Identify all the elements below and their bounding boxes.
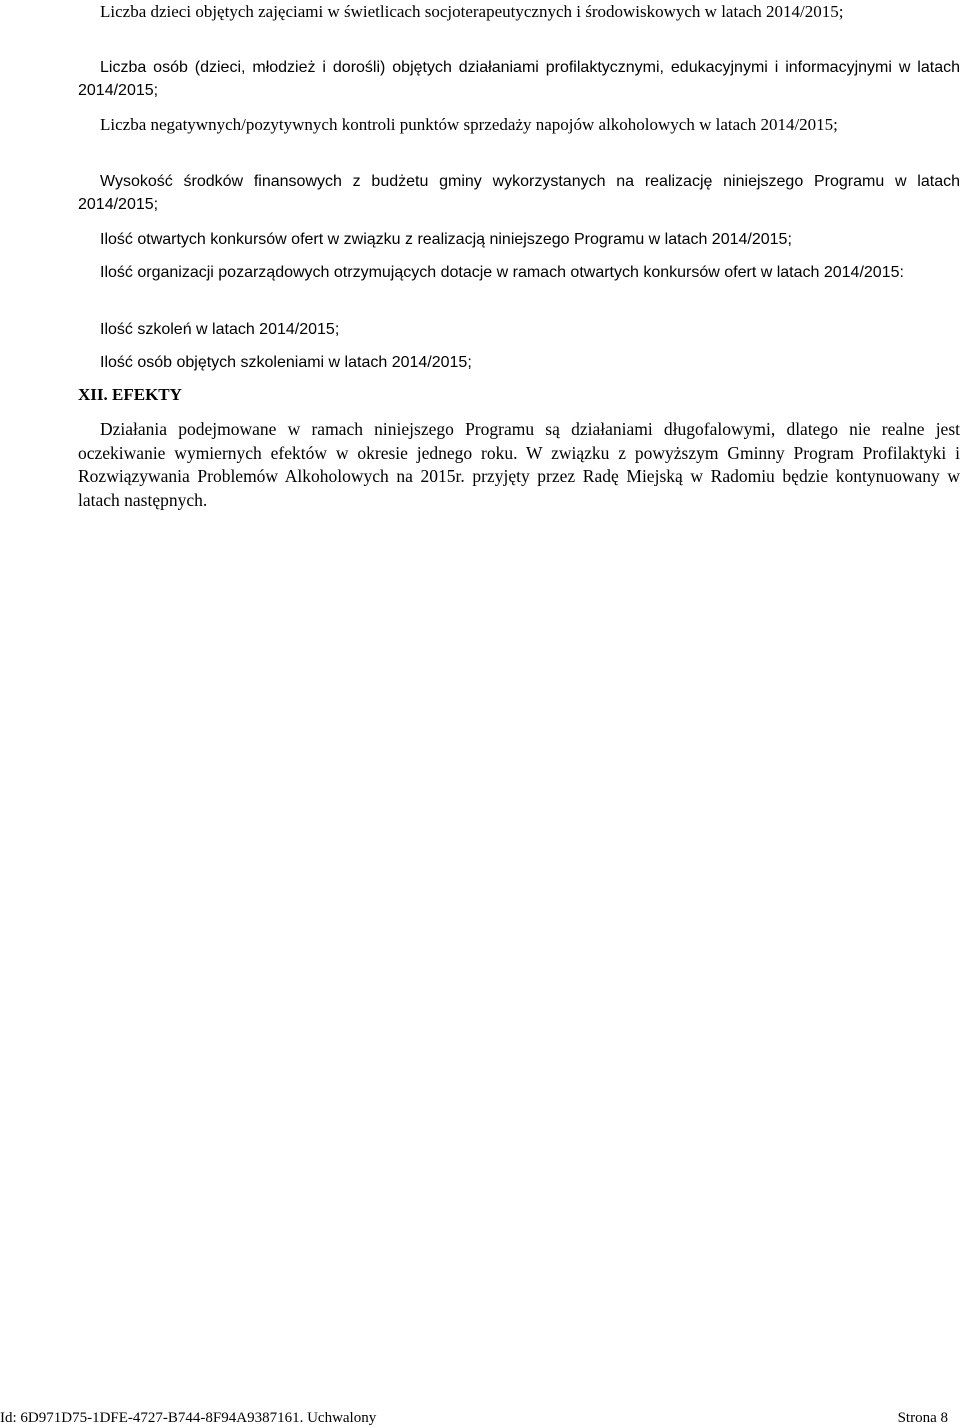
indicator-item: Liczba negatywnych/pozytywnych kontroli punktów sprzedaży napojów alkoholowych w latach 2014/2015; [100, 115, 838, 134]
indicator-item: Liczba dzieci objętych zajęciami w świetlicach socjoterapeutycznych i środowiskowych w latach 2014/2015; [100, 2, 844, 21]
indicator-item: Ilość otwartych konkursów ofert w związku z realizacją niniejszego Programu w latach 2014/2015; [100, 231, 792, 248]
indicator-item: Wysokość środków finansowych z budżetu gminy wykorzystanych na realizację niniejszego Programu w latach 2014/2015; [78, 173, 960, 213]
indicator-item: Ilość organizacji pozarządowych otrzymujących dotacje w ramach otwartych konkursów ofert w latach 2014/2015: [100, 264, 904, 281]
section-heading: XII. EFEKTY [78, 385, 182, 404]
document-id: Id: 6D971D75-1DFE-4727-B744-8F94A9387161. Uchwalony [0, 1410, 377, 1426]
page-footer [0, 1408, 948, 1428]
indicator-item: Liczba osób (dzieci, młodzież i dorośli) objętych działaniami profilaktycznymi, edukacyjnymi i informacyjnymi w latach 2014/2015; [78, 59, 960, 99]
page-number: Strona 8 [897, 1410, 948, 1426]
section-body: Działania podejmowane w ramach niniejszego Programu są działaniami długofalowymi, dlatego nie realne jest oczekiwanie wymiernych efektów w okresie jednego roku. W związku z powyższym Gminny Program Profilaktyki i Rozwiązywania Problemów Alkoholowych na 2015r. przyjęty przez Radę Miejską w Radomiu będzie kontynuowany w latach następnych. [78, 419, 960, 510]
indicator-item: Ilość osób objętych szkoleniami w latach 2014/2015; [100, 354, 472, 371]
indicator-item: Ilość szkoleń w latach 2014/2015; [100, 321, 340, 338]
